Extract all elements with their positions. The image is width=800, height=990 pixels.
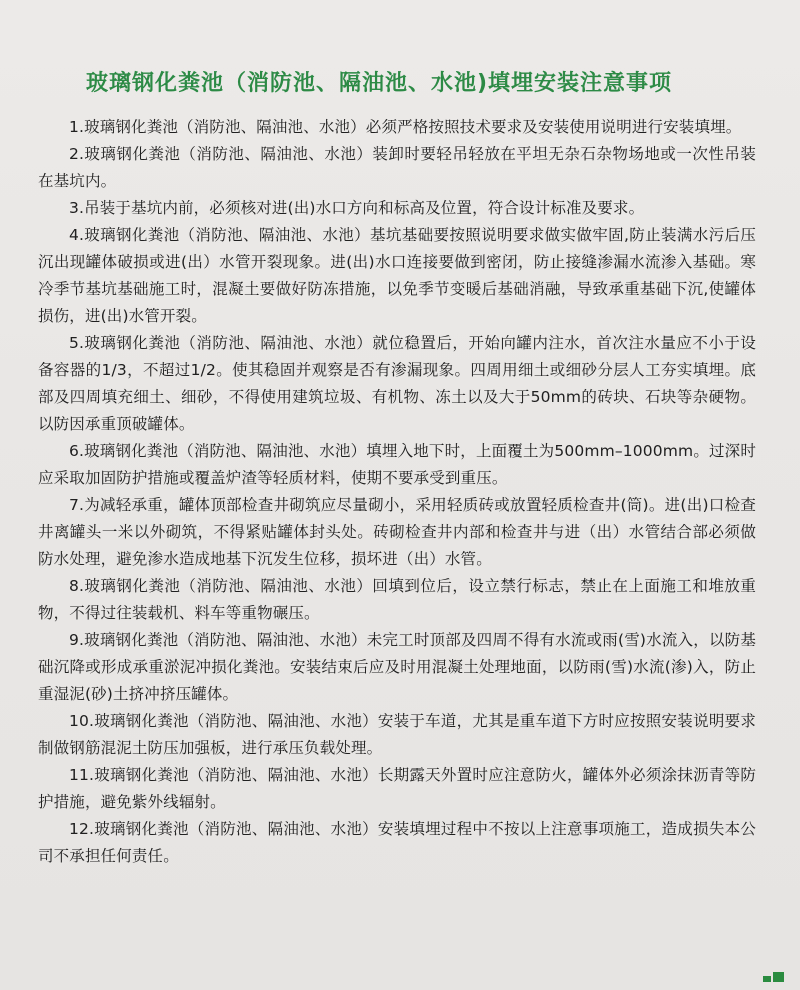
paragraph-item-6: 6.玻璃钢化粪池（消防池、隔油池、水池）填埋入地下时，上面覆土为500mm–1000mm。过深时应采取加固防护措施或覆盖炉渣等轻质材料，使期不要承受到重压。 (38, 442, 756, 487)
document-body (38, 114, 756, 870)
paragraph-item-7: 7.为减轻承重，罐体顶部检查井砌筑应尽量砌小，采用轻质砖或放置轻质检查井(筒)。进(出)口检查井离罐头一米以外砌筑，不得紧贴罐体封头处。砖砌检查井内部和检查井与进（出）水管结合部必须做防水处理，避免渗水造成地基下沉发生位移，损坏进（出）水管。 (38, 496, 756, 568)
green-corner-mark (773, 972, 784, 982)
paragraph-item-3: 3.吊装于基坑内前，必须核对进(出)水口方向和标高及位置，符合设计标准及要求。 (69, 199, 645, 217)
paragraph-item-4: 4.玻璃钢化粪池（消防池、隔油池、水池）基坑基础要按照说明要求做实做牢固,防止装满水污后压沉出现罐体破损或进(出）水管开裂现象。进(出)水口连接要做到密闭，防止接缝渗漏水流渗入基础。寒冷季节基坑基础施工时，混凝土要做好防冻措施，以免季节变暖后基础消融，导致承重基础下沉,使罐体损伤，进(出)水管开裂。 (38, 226, 756, 325)
paragraph-item-2: 2.玻璃钢化粪池（消防池、隔油池、水池）装卸时要轻吊轻放在平坦无杂石杂物场地或一次性吊装在基坑内。 (38, 145, 756, 190)
paragraph-item-9: 9.玻璃钢化粪池（消防池、隔油池、水池）未完工时顶部及四周不得有水流或雨(雪)水流入，以防基础沉降或形成承重淤泥冲损化粪池。安装结束后应及时用混凝土处理地面，以防雨(雪)水流(渗)入，防止重湿泥(砂)土挤冲挤压罐体。 (38, 631, 756, 703)
paragraph-item-1: 1.玻璃钢化粪池（消防池、隔油池、水池）必须严格按照技术要求及安装使用说明进行安装填埋。 (69, 118, 742, 136)
document-title: 玻璃钢化粪池（消防池、隔油池、水池)填埋安装注意事项 (86, 71, 673, 96)
paragraph-item-12: 12.玻璃钢化粪池（消防池、隔油池、水池）安装填埋过程中不按以上注意事项施工，造成损失本公司不承担任何责任。 (38, 820, 756, 865)
paragraph-item-8: 8.玻璃钢化粪池（消防池、隔油池、水池）回填到位后，设立禁行标志，禁止在上面施工和堆放重物，不得过往装载机、料车等重物碾压。 (38, 577, 756, 622)
paragraph-item-11: 11.玻璃钢化粪池（消防池、隔油池、水池）长期露天外置时应注意防火，罐体外必须涂抹沥青等防护措施，避免紫外线辐射。 (38, 766, 756, 811)
paragraph-item-10: 10.玻璃钢化粪池（消防池、隔油池、水池）安装于车道，尤其是重车道下方时应按照安装说明要求制做钢筋混泥土防压加强板，进行承压负载处理。 (38, 712, 756, 757)
paragraph-item-5: 5.玻璃钢化粪池（消防池、隔油池、水池）就位稳置后，开始向罐内注水，首次注水量应不小于设备容器的1/3，不超过1/2。使其稳固并观察是否有渗漏现象。四周用细土或细砂分层人工夯实填埋。底部及四周填充细土、细砂，不得使用建筑垃圾、有机物、冻土以及大于50mm的砖块、石块等杂硬物。以防因承重顶破罐体。 (38, 334, 756, 433)
